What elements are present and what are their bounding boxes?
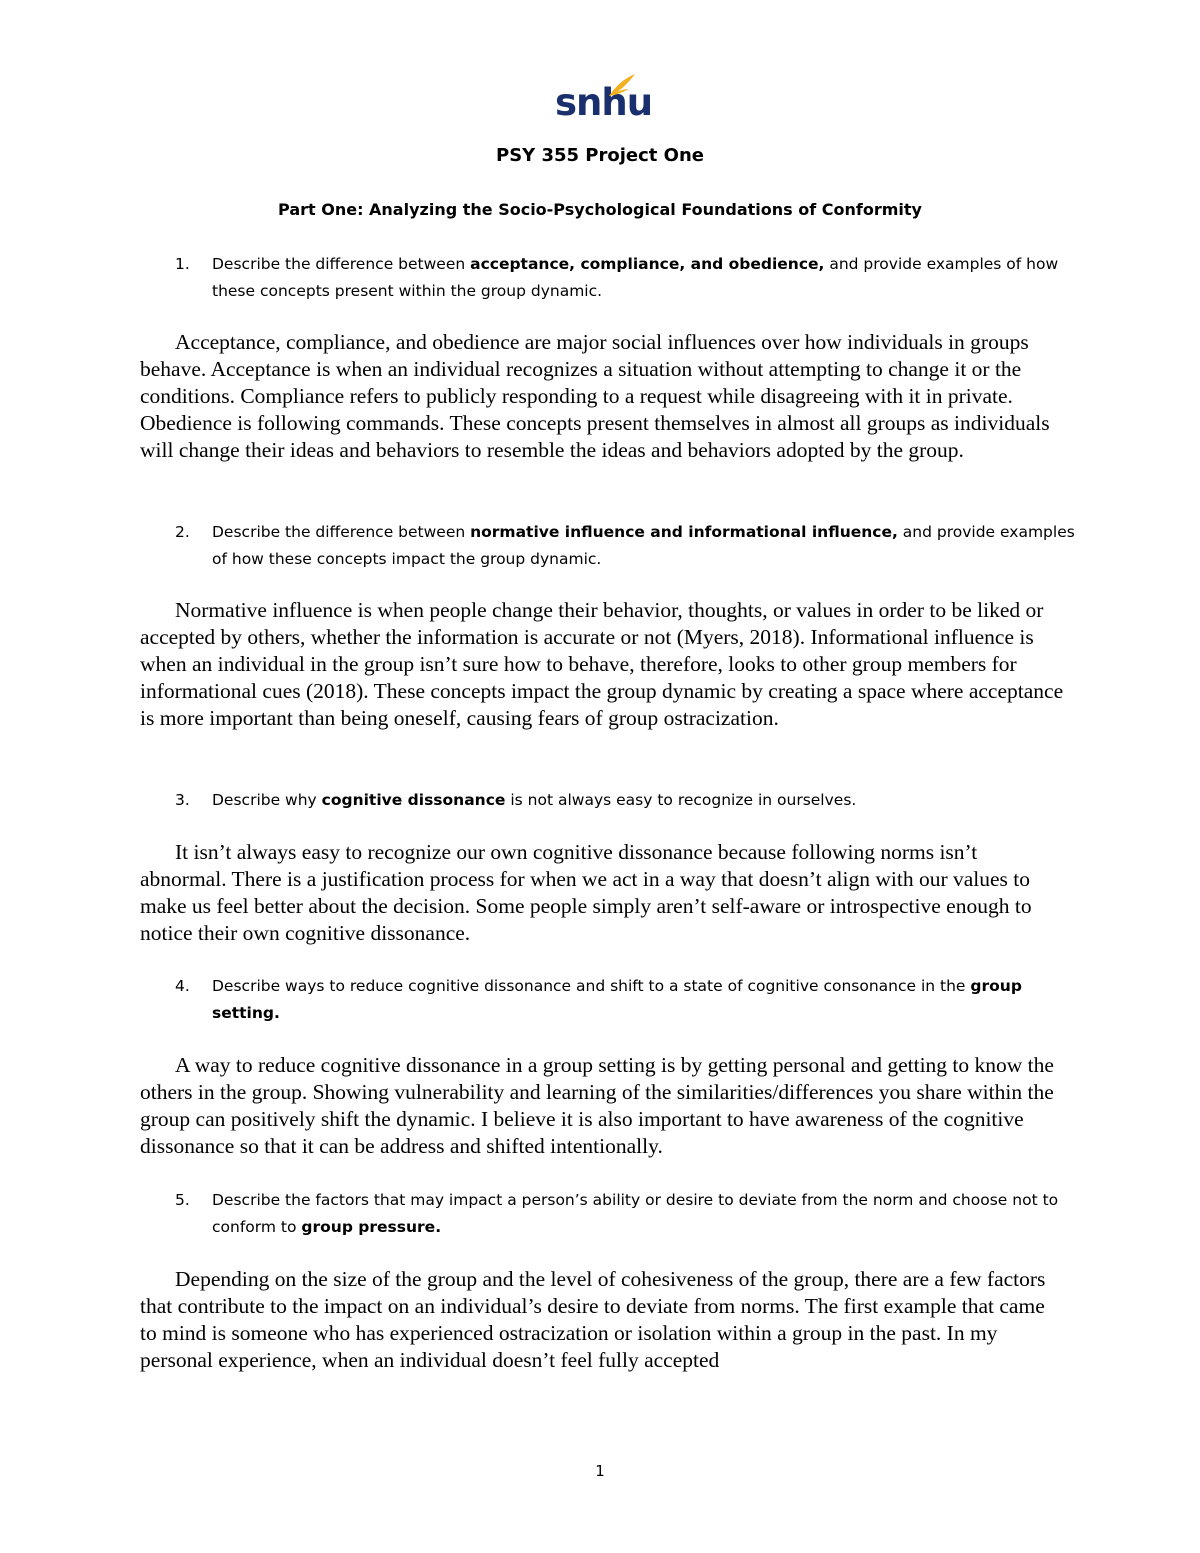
answer-1: Acceptance, compliance, and obedience are major social influences over how individuals in groups behave. Acceptance is when an individual recognizes a situation without attempting to change it or the conditions. Compliance refers to publicly responding to a request while disagreeing with it in private. Obedience is following commands. These concepts present themselves in almost all groups as individuals will change their ideas and behaviors to resemble the ideas and behaviors adopted by the group. — [140, 330, 1050, 462]
question-5 — [175, 1187, 1075, 1241]
question-text: Describe the factors that may impact a person’s ability or desire to deviate from the norm and choose not to conform to group pressure. — [212, 1191, 1059, 1236]
question-number: 5. — [175, 1191, 190, 1209]
logo-text: snhu — [555, 81, 653, 124]
question-4 — [175, 973, 1075, 1027]
page-title: PSY 355 Project One — [496, 145, 704, 166]
question-number: 3. — [175, 791, 190, 809]
answer-4: A way to reduce cognitive dissonance in a group setting is by getting personal and getting to know the others in the group. Showing vulnerability and learning of the similarities/differences you share within the group can positively shift the dynamic. I believe it is also important to have awareness of the cognitive dissonance so that it can be address and shifted intentionally. — [140, 1053, 1054, 1158]
flame-icon — [607, 72, 637, 98]
question-number: 4. — [175, 977, 190, 995]
question-number: 2. — [175, 523, 190, 541]
question-text: Describe ways to reduce cognitive dissonance and shift to a state of cognitive consonance in the group setting. — [212, 977, 1022, 1022]
question-text: Describe why cognitive dissonance is not always easy to recognize in ourselves. — [212, 791, 857, 809]
question-1 — [175, 251, 1075, 305]
question-text: Describe the difference between normative influence and informational influence, and provide examples of how these concepts impact the group dynamic. — [212, 523, 1075, 568]
answer-3: It isn’t always easy to recognize our own cognitive dissonance because following norms isn’t abnormal. There is a justification process for when we act in a way that doesn’t align with our values to make us feel better about the decision. Some people simply aren’t self-aware or introspective enough to notice their own cognitive dissonance. — [140, 840, 1032, 945]
page-number: 1 — [595, 1462, 605, 1480]
question-2 — [175, 519, 1075, 573]
page-subtitle: Part One: Analyzing the Socio-Psychological Foundations of Conformity — [278, 200, 922, 219]
answer-2: Normative influence is when people change their behavior, thoughts, or values in order to be liked or accepted by others, whether the information is accurate or not (Myers, 2018). Informational influence is when an individual in the group isn’t sure how to behave, therefore, looks to other group members for informational cues (2018). These concepts impact the group dynamic by creating a space where acceptance is more important than being oneself, causing fears of group ostracization. — [140, 598, 1064, 730]
question-text: Describe the difference between acceptance, compliance, and obedience, and provide examples of how these concepts present within the group dynamic. — [212, 255, 1059, 300]
question-3 — [175, 787, 1075, 814]
answer-5: Depending on the size of the group and the level of cohesiveness of the group, there are a few factors that contribute to the impact on an individual’s desire to deviate from norms. The first example that came to mind is someone who has experienced ostracization or isolation within a group in the past. In my personal experience, when an individual doesn’t feel fully accepted — [140, 1267, 1046, 1372]
snhu-logo — [555, 70, 653, 132]
question-number: 1. — [175, 255, 190, 273]
